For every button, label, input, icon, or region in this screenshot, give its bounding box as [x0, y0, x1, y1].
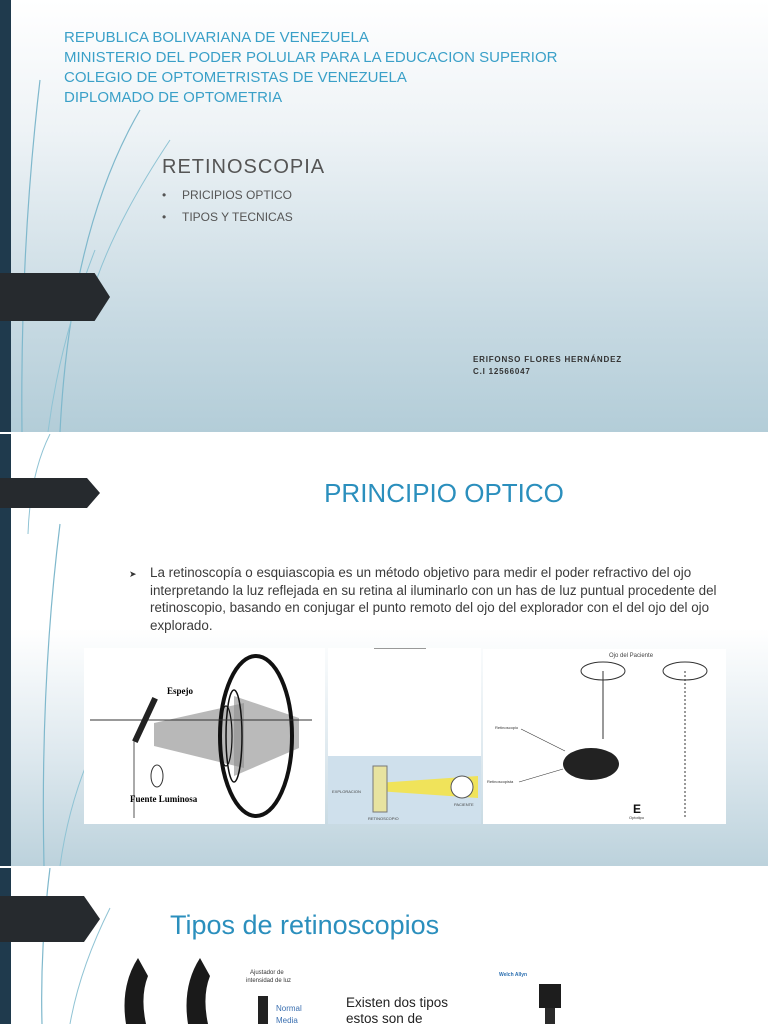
- light-source-label: Fuente Luminosa: [130, 794, 198, 804]
- types-description: [346, 995, 448, 1024]
- patient-label: PACIENTE: [454, 802, 474, 807]
- normal-label: Normal: [276, 1004, 302, 1013]
- brand-logo-label: Welch Allyn: [499, 972, 528, 978]
- figure-welch-allyn-retinoscope: [493, 964, 670, 1024]
- bullet-icon: •: [162, 188, 167, 202]
- arrow-bullet-icon: ➤: [129, 569, 137, 579]
- slide-heading: Tipos de retinoscopios: [170, 910, 440, 940]
- media-label: Media: [276, 1016, 298, 1024]
- section-tab: [0, 273, 110, 321]
- bullet-icon: •: [162, 210, 167, 224]
- topic-item: [162, 206, 293, 228]
- exploration-label: EXPLORACION: [332, 789, 361, 794]
- topic-item: [162, 184, 293, 206]
- institution-line: MINISTERIO DEL PODER POLULAR PARA LA EDUCACION SUPERIOR: [64, 49, 558, 66]
- slide-optical-principle: [0, 434, 768, 866]
- retinoscope-beam-drawing: [328, 648, 481, 824]
- optotype-e-icon: E: [633, 802, 642, 816]
- slide-title: [0, 0, 768, 432]
- welch-allyn-drawing: [493, 964, 670, 1024]
- optotype-label: Optotipo: [629, 815, 645, 820]
- retinoscope-handles-drawing: [118, 956, 308, 1024]
- institution-line: REPUBLICA BOLIVARIANA DE VENEZUELA: [64, 29, 369, 46]
- author-name: ERIFONSO FLORES HERNÁNDEZ: [473, 355, 622, 364]
- figure-mirror-eye-diagram: [84, 648, 325, 824]
- types-text-line: Existen dos tipos: [346, 995, 449, 1010]
- author-block: [473, 354, 622, 378]
- topic-label: PRICIPIOS OPTICO: [182, 188, 293, 202]
- patient-eye-label: Ojo del Paciente: [609, 653, 654, 659]
- types-text-line: estos son de: [346, 1011, 423, 1024]
- institution-line: DIPLOMADO DE OPTOMETRIA: [64, 89, 283, 106]
- slide-heading: PRINCIPIO OPTICO: [324, 478, 564, 508]
- slide-title-heading: RETINOSCOPIA: [162, 156, 326, 178]
- institution-header: [64, 28, 557, 108]
- mirror-eye-drawing: [84, 648, 325, 824]
- mirror-label: Espejo: [167, 686, 194, 696]
- author-id: C.I 12566047: [473, 367, 531, 376]
- retinoscope-label: Retinoscopio: [495, 725, 519, 730]
- section-tab: [0, 896, 100, 942]
- intensity-label-1: Ajustador de: [250, 970, 284, 976]
- definition-paragraph: La retinoscopía o esquiascopia es un método objetivo para medir el poder refractivo del ojo interpretando la luz reflejada en su retina al iluminarlo con un has de luz puntual procedente del retinoscopio, basando en conjugar el punto remoto del ojo del explorador con el del ojo del ojo explorado.: [150, 565, 717, 633]
- figure-retinoscope-handles: [118, 956, 308, 1024]
- institution-line: COLEGIO DE OPTOMETRISTAS DE VENEZUELA: [64, 69, 407, 86]
- intensity-label-2: intensidad de luz: [246, 978, 292, 984]
- topic-list: [162, 184, 293, 228]
- slide-retinoscope-types: [0, 868, 768, 1024]
- retinoscope-label: RETINOSCOPIO: [368, 816, 399, 821]
- retinoscopist-label: Retinoscopista: [487, 779, 514, 784]
- topic-label: TIPOS Y TECNICAS: [182, 210, 293, 224]
- patient-setup-drawing: [483, 649, 726, 824]
- figure-patient-setup: [483, 649, 726, 824]
- figure-retinoscope-beam: [328, 648, 481, 824]
